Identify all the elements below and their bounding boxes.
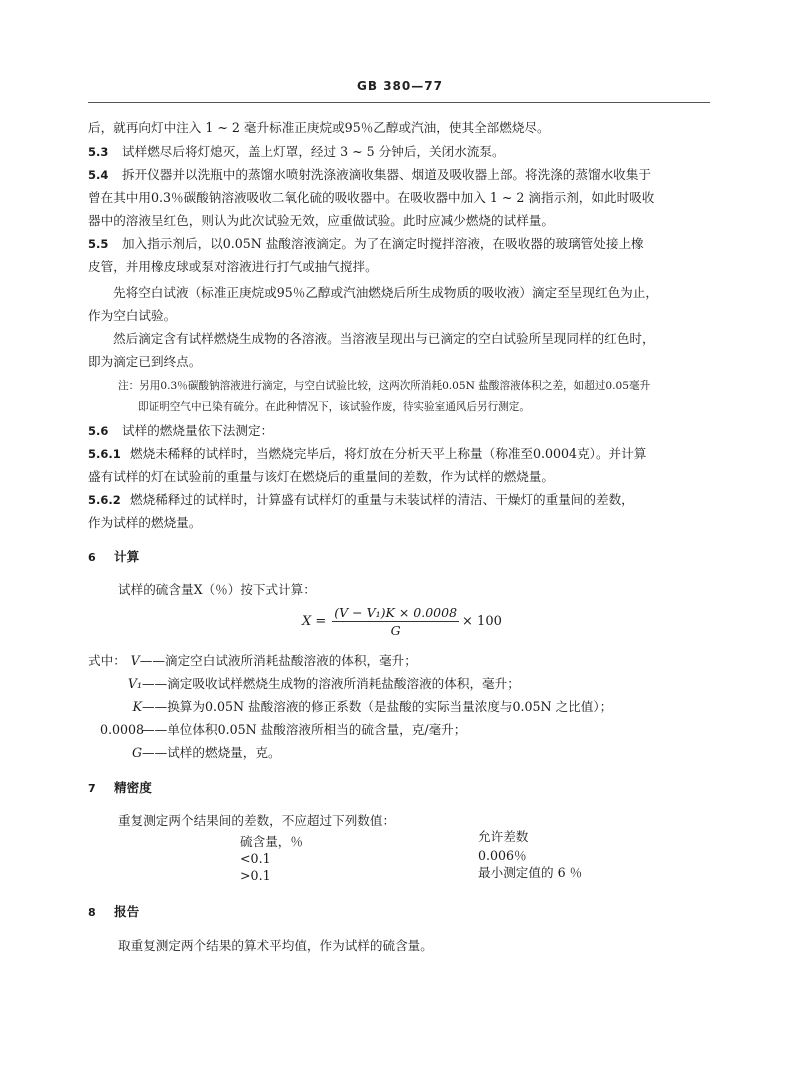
- formula-fraction: [332, 605, 459, 638]
- note-line-1: 注：另用0.3％碳酸钠溶液进行滴定，与空白试验比较，这两次所消耗0.05N 盐酸溶液体积之差，如超过0.05毫升: [118, 380, 651, 392]
- variable-symbol: 0.0008: [100, 722, 145, 737]
- clause-text: 燃烧稀释过的试样时，计算盛有试样灯的重量与未装试样的清洁、干燥灯的重量间的差数，: [130, 492, 634, 507]
- section-7-intro: 重复测定两个结果间的差数，不应超过下列数值：: [118, 813, 396, 828]
- titration-line-2: 即为滴定已到终点。: [88, 354, 202, 369]
- clause-number: 5.3: [88, 145, 109, 159]
- variable-definition-k: [118, 699, 612, 715]
- variable-definition-v1: [118, 676, 520, 692]
- section-number: 7: [88, 782, 96, 795]
- clause-text: 试样燃尽后将灯熄灭，盖上灯罩，经过 3 ~ 5 分钟后，关闭水流泵。: [122, 144, 505, 159]
- clause-5-4-line-3: 器中的溶液呈红色，则认为此次试验无效，应重做试验。此时应减少燃烧的试样量。: [88, 213, 554, 228]
- clause-5-6-1-line-2: 盛有试样的灯在试验前的重量与该灯在燃烧后的重量间的差数，作为试样的燃烧量。: [88, 469, 554, 484]
- section-title: 计算: [114, 549, 140, 564]
- blank-test-line-1: 先将空白试液（标准正庚烷或95％乙醇或汽油燃烧后所生成物质的吸收液）滴定至呈现红色为止，: [113, 285, 658, 300]
- clause-number: 5.6: [88, 424, 109, 438]
- section-8-text: 取重复测定两个结果的算术平均值，作为试样的硫含量。: [118, 938, 433, 953]
- clause-5-6-2-line-2: 作为试样的燃烧量。: [88, 515, 202, 530]
- clause-5-5-line-2: 皮管，并用橡皮球或泵对溶液进行打气或抽气搅拌。: [88, 259, 378, 274]
- formula-numerator: (V − V₁)K × 0.0008: [334, 605, 458, 620]
- clause-text: 加入指示剂后，以0.05N 盐酸溶液滴定。为了在滴定时搅拌溶液，在吸收器的玻璃管处接上橡: [122, 236, 644, 251]
- variable-definition-v: [88, 653, 417, 669]
- clause-5-3: [88, 144, 505, 160]
- sulfur-content-formula: [302, 605, 502, 638]
- table-cell: 0.006％: [478, 848, 527, 863]
- variable-description: ——换算为0.05N 盐酸溶液的修正系数（是盐酸的实际当量浓度与0.05N 之比值）；: [142, 699, 613, 714]
- variable-description: ——单位体积0.05N 盐酸溶液所相当的硫含量，克/毫升；: [142, 722, 467, 737]
- variable-description: ——试样的燃烧量，克。: [142, 745, 281, 760]
- blank-test-line-2: 作为空白试验。: [88, 308, 177, 323]
- variable-description: ——滴定空白试液所消耗盐酸溶液的体积，毫升；: [139, 653, 417, 668]
- note-line-2: 即证明空气中已染有硫分。在此种情况下，该试验作废，待实验室通风后另行测定。: [138, 401, 530, 413]
- table-header: 允许差数: [478, 829, 529, 844]
- clause-number: 5.5: [88, 237, 109, 251]
- section-number: 8: [88, 906, 96, 919]
- section-6-intro: 试样的硫含量X（％）按下式计算：: [118, 582, 316, 597]
- table-cell: 最小测定值的 6 ％: [478, 865, 583, 880]
- clause-number: 5.6.1: [88, 447, 121, 461]
- clause-number: 5.4: [88, 168, 109, 182]
- clause-5-6-1-line-1: [88, 446, 646, 462]
- variable-symbol: V: [130, 653, 140, 668]
- precision-table-col-2: [478, 828, 582, 881]
- variable-definition-g: [118, 745, 281, 761]
- section-8-heading: [88, 904, 139, 921]
- clause-5-5-line-1: [88, 236, 644, 252]
- clause-5-6: [88, 423, 273, 439]
- variable-description: ——滴定吸收试样燃烧生成物的溶液所消耗盐酸溶液的体积，毫升；: [142, 676, 520, 691]
- variable-symbol: K: [132, 699, 142, 714]
- clause-text: 燃烧未稀释的试样时，当燃烧完毕后，将灯放在分析天平上称量（称准至0.0004克）。并计算: [130, 446, 647, 461]
- table-cell: <0.1: [240, 851, 271, 866]
- standard-code-header: GB 380—77: [357, 79, 443, 93]
- variable-symbol: V₁: [127, 676, 142, 691]
- section-6-heading: [88, 549, 139, 566]
- formula-lhs: X =: [302, 614, 327, 629]
- clause-number: 5.6.2: [88, 493, 121, 507]
- header-divider: [88, 102, 710, 103]
- section-title: 报告: [114, 904, 140, 919]
- clause-5-6-2-line-1: [88, 492, 634, 508]
- precision-table-col-1: [240, 833, 303, 884]
- clause-5-4-line-1: [88, 167, 651, 183]
- clause-text: 试样的燃烧量依下法测定：: [122, 423, 274, 438]
- titration-line-1: 然后滴定含有试样燃烧生成物的各溶液。当溶液呈现出与已滴定的空白试验所呈现同样的红色时，: [113, 331, 655, 346]
- table-cell: >0.1: [240, 868, 271, 883]
- section-number: 6: [88, 551, 96, 564]
- paragraph-5-2-continuation: 后，就再向灯中注入 1 ~ 2 毫升标准正庚烷或95％乙醇或汽油，使其全部燃烧尽。: [88, 120, 550, 135]
- section-7-heading: [88, 780, 152, 797]
- section-title: 精密度: [114, 780, 152, 795]
- formula-denominator: G: [390, 623, 401, 638]
- formula-multiplier: × 100: [462, 614, 502, 629]
- variable-symbol: G: [131, 745, 142, 760]
- variable-definition-constant: [100, 722, 466, 738]
- table-header: 硫含量，％: [240, 834, 303, 849]
- where-label: 式中：: [88, 653, 126, 668]
- clause-5-4-line-2: 曾在其中用0.3％碳酸钠溶液吸收二氧化硫的吸收器中。在吸收器中加入 1 ~ 2 滴指示剂，如此时吸收: [88, 190, 655, 205]
- clause-text: 拆开仪器并以洗瓶中的蒸馏水喷射洗涤液滴收集器、烟道及吸收器上部。将洗涤的蒸馏水收集于: [122, 167, 651, 182]
